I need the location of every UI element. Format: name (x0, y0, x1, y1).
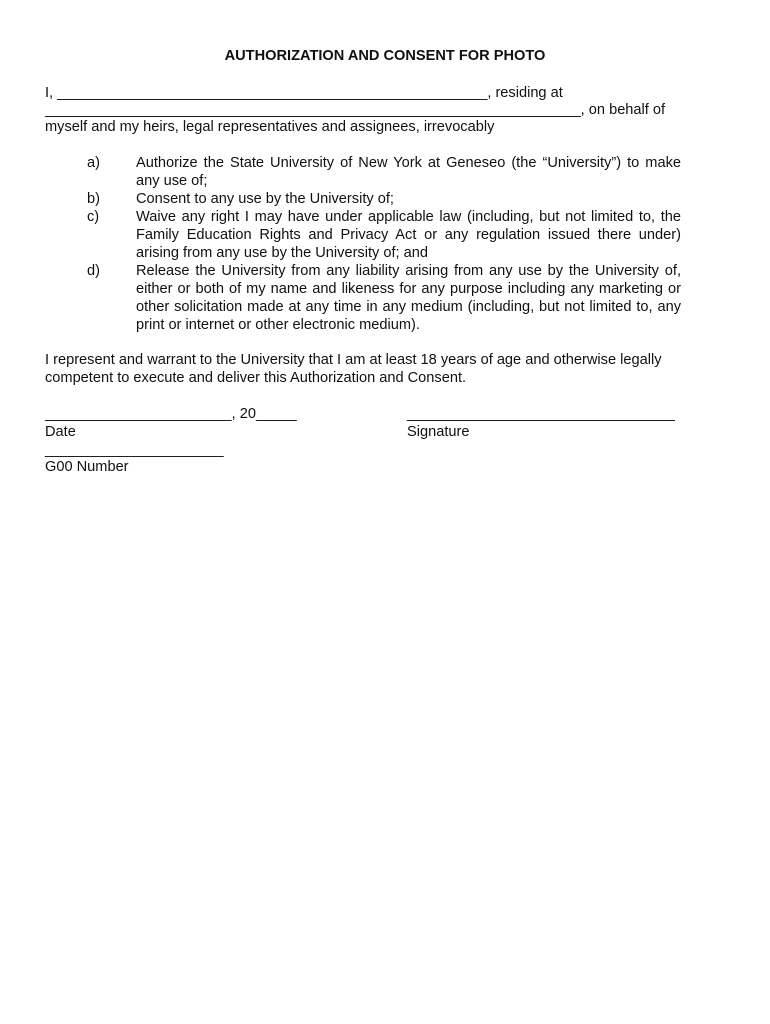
date-label: Date (45, 424, 76, 440)
item-text-d: Release the University from any liability arising from any use by the University of, either or both of my name and likeness for any purpose including any marketing or other solicitation made at any time in any medium (including, but not limited to, any print or internet or other electronic medium). (136, 263, 681, 333)
signature-field[interactable]: _________________________________ (407, 406, 675, 422)
signature-label: Signature (407, 424, 470, 440)
g00-number-label: G00 Number (45, 459, 129, 475)
intro-name-line: I, _____________________________________________________, residing at (45, 85, 563, 101)
item-letter-c: c) (87, 209, 100, 225)
document-title: AUTHORIZATION AND CONSENT FOR PHOTO (224, 48, 546, 64)
warranty-line-1: I represent and warrant to the University that I am at least 18 years of age and otherwise legally (45, 352, 662, 368)
intro-address-line: __________________________________________________________________, on behalf of (45, 102, 666, 118)
g00-number-field[interactable]: ______________________ (45, 442, 224, 458)
warranty-line-2: competent to execute and deliver this Authorization and Consent. (45, 370, 467, 386)
item-letter-a: a) (87, 155, 100, 171)
item-text-a: Authorize the State University of New York at Geneseo (the “University”) to make any use of; (136, 155, 681, 189)
item-text-c: Waive any right I may have under applicable law (including, but not limited to, the Family Education Rights and Privacy Act or any regulation issued there under) arising from any use by the University of; and (136, 209, 681, 261)
item-text-b: Consent to any use by the University of; (136, 191, 394, 207)
date-field[interactable]: _______________________, 20_____ (45, 406, 297, 422)
item-letter-d: d) (87, 263, 100, 279)
item-letter-b: b) (87, 191, 100, 207)
intro-irrevocably-line: myself and my heirs, legal representatives and assignees, irrevocably (45, 119, 495, 135)
